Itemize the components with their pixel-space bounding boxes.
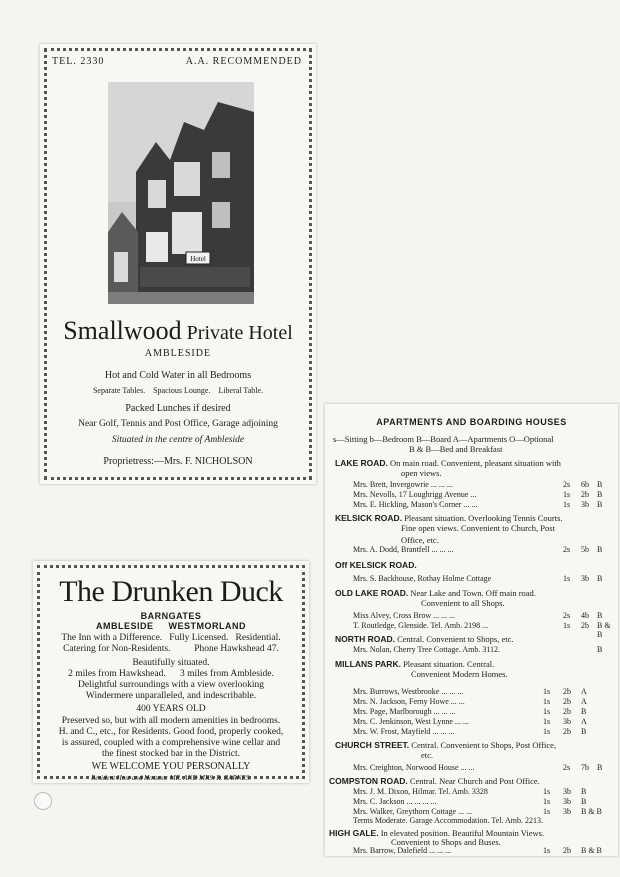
entry-bedrooms: 2b [563, 697, 571, 706]
feature-tables: Separate Tables. [92, 386, 146, 395]
street-desc-cont: etc. [421, 750, 434, 760]
entry-terms: B [581, 797, 587, 806]
entry-sitting: 1s [543, 707, 551, 716]
duck-line-5: Delightful surroundings with a view overlooking [77, 680, 264, 690]
ad-topline [52, 56, 302, 67]
entry-terms: A [581, 717, 587, 726]
list-item [353, 717, 615, 727]
entry-name: Mrs. S. Backhouse, Rothay Holme Cottage [353, 574, 492, 583]
entry-bedrooms: 4b [581, 611, 589, 620]
hotel-water: Hot and Cold Water in all Bedrooms [104, 370, 252, 381]
street-name: NORTH ROAD. [335, 634, 395, 644]
list-item [353, 490, 615, 500]
section-off-kelsick-road [335, 560, 614, 570]
hotel-situated: Situated in the centre of Ambleside [111, 435, 245, 445]
entry-bedrooms: 2b [563, 687, 571, 696]
duck-line-11: the finest stocked bar in the District. [102, 749, 240, 759]
entry-terms: B [581, 787, 587, 796]
hotel-name-main: Smallwood [63, 316, 182, 345]
entry-name: Mrs. Brett, Invergowrie ... ... ... [353, 480, 453, 489]
street-desc: Central. Convenient to Shops, Post Office, [409, 740, 557, 750]
entry-sitting: 1s [543, 846, 551, 855]
entry-bedrooms: 2b [581, 621, 589, 630]
feature-lounge: Spacious Lounge. [153, 386, 211, 395]
entry-sitting: 2s [563, 611, 571, 620]
entry-name: Mrs. J. M. Dixon, Hilmar. Tel. Amb. 3328 [353, 787, 488, 796]
entry-bedrooms: 2b [581, 490, 589, 499]
entry-bedrooms: 7b [581, 763, 589, 772]
entry-sitting: 1s [563, 500, 571, 509]
entry-name: Mrs. Nolan, Cherry Tree Cottage. Amb. 3112. [353, 645, 501, 654]
hotel-building-image [108, 82, 254, 304]
hotel-town: AMBLESIDE [144, 348, 212, 359]
street-name: LAKE ROAD. [335, 458, 388, 468]
list-key-1: s—Sitting b—Bedroom B—Board A—Apartments O—Optional [333, 434, 554, 444]
entry-sitting: 1s [543, 717, 551, 726]
street-desc: Near Lake and Town. Off main road. [408, 588, 536, 598]
list-item [353, 500, 615, 510]
entry-name: Mrs. Creighton, Norwood House ... ... [353, 763, 475, 772]
hotel-lunches: Packed Lunches if desired [125, 403, 231, 414]
entry-name: Mrs. Walker, Greythorn Cottage ... ... [353, 807, 473, 816]
entry-terms: B [597, 490, 603, 499]
list-item [353, 645, 615, 655]
entry-bedrooms: 3b [581, 574, 589, 583]
entry-sitting: 1s [543, 687, 551, 696]
entry-terms: A [581, 687, 587, 696]
entry-sitting: 2s [563, 763, 571, 772]
entry-bedrooms: 5b [581, 545, 589, 554]
street-desc-cont: Office, etc. [401, 535, 439, 545]
section-kelsick-road [335, 513, 614, 523]
duck-line-2: Catering for Non-Residents. Phone Hawkshead 47. [63, 644, 279, 654]
section-church-street [335, 740, 614, 750]
entry-sitting: 2s [563, 545, 571, 554]
duck-line-1: The Inn with a Difference. Fully Licensed. Residential. [61, 633, 281, 643]
duck-line-3: Beautifully situated. [132, 658, 210, 668]
entry-terms: B [597, 611, 603, 620]
entry-bedrooms: 3b [563, 787, 571, 796]
street-desc: Pleasant situation. Central. [400, 659, 495, 669]
entry-bedrooms: 3b [563, 717, 571, 726]
street-name: HIGH GALE. [329, 828, 379, 838]
section-millans-park [335, 659, 614, 669]
street-name: OLD LAKE ROAD. [335, 588, 409, 598]
list-item [353, 611, 615, 621]
duck-place: BARNGATES [140, 611, 202, 621]
entry-name: Mrs. C. Jackson ... ... ... ... [353, 797, 437, 806]
entry-terms: B [597, 645, 603, 654]
drunken-duck-ad [33, 561, 309, 783]
entry-name: Mrs. E. Hickling, Mason's Corner ... ... [353, 500, 478, 509]
aa-recommended: A.A. RECOMMENDED [185, 56, 302, 67]
entry-name: Mrs. Nevolls, 17 Loughrigg Avenue ... [353, 490, 477, 499]
entry-terms: B [597, 763, 603, 772]
entry-name: Mrs. C. Jenkinson, West Lynne ... ... [353, 717, 469, 726]
duck-line-8: Preserved so, but with all modern amenities in bedrooms. [61, 716, 281, 726]
entry-terms: B & B [581, 846, 602, 855]
duck-title: The Drunken Duck [59, 575, 283, 608]
section-old-lake-road [335, 588, 614, 598]
street-desc: Central. Near Church and Post Office. [407, 776, 540, 786]
entry-sitting: 1s [563, 574, 571, 583]
list-key-2: B & B—Bed and Breakfast [409, 444, 503, 454]
entry-sitting: 1s [543, 697, 551, 706]
duck-line-4: 2 miles from Hawkshead. 3 miles from Ambleside. [68, 669, 274, 679]
entry-name: Mrs. Page, Marlborough ... ... ... [353, 707, 456, 716]
entry-terms: B [581, 727, 587, 736]
entry-name: Mrs. A. Dodd, Brantfell ... ... ... [353, 545, 454, 554]
entry-terms: B & B [597, 621, 611, 639]
entry-name: Miss Alvey, Cross Brow ... ... ... [353, 611, 456, 620]
hotel-name [40, 316, 316, 346]
entry-bedrooms: 2b [563, 727, 571, 736]
entry-bedrooms: 2b [563, 846, 571, 855]
section-note [353, 816, 615, 826]
entry-sitting: 1s [543, 787, 551, 796]
entry-terms: A [581, 697, 587, 706]
photo-hotel-sign: Hotel [190, 255, 206, 263]
duck-line-7: 400 YEARS OLD [136, 704, 206, 714]
entry-sitting: 2s [563, 480, 571, 489]
entry-name: Mrs. W. Frost, Mayfield ... ... ... [353, 727, 455, 736]
hotel-near: Near Golf, Tennis and Post Office, Garage adjoining [78, 419, 278, 429]
entry-bedrooms: 3b [563, 797, 571, 806]
duck-hosts: Resident Host and Hostess: MR. AND MRS. R. BARNES. [90, 774, 252, 782]
street-name: COMPSTON ROAD. [329, 776, 408, 786]
duck-line-9: H. and C., etc., for Residents. Good food, properly cooked, [58, 727, 284, 737]
entry-bedrooms: 2b [563, 707, 571, 716]
section-compston-road [329, 776, 614, 786]
street-desc-cont: Fine open views. Convenient to Church, Post [401, 523, 555, 533]
section-lake-road [335, 458, 614, 468]
section-north-road [335, 634, 614, 644]
list-item [353, 707, 615, 717]
street-name: MILLANS PARK. [335, 659, 401, 669]
entry-sitting: 1s [543, 807, 551, 816]
list-item [353, 545, 615, 555]
entry-terms: B [581, 707, 587, 716]
list-item [353, 727, 615, 737]
feature-table: Liberal Table. [218, 386, 264, 395]
entry-terms: B [597, 545, 603, 554]
entry-sitting: 1s [543, 797, 551, 806]
entry-terms: B & B [581, 807, 602, 816]
entry-name: T. Routledge, Glenside. Tel. Amb. 2198 ... [353, 621, 489, 630]
list-item [353, 574, 615, 584]
entry-terms: B [597, 574, 603, 583]
hotel-features [40, 386, 316, 395]
list-heading: APARTMENTS AND BOARDING HOUSES [376, 417, 567, 427]
duck-welcome: WE WELCOME YOU PERSONALLY [91, 761, 251, 772]
list-item [353, 797, 615, 807]
smallwood-hotel-ad [40, 44, 316, 484]
list-item [353, 763, 615, 773]
street-desc: Pleasant situation. Overlooking Tennis Courts. [402, 513, 563, 523]
street-name: CHURCH STREET. [335, 740, 410, 750]
list-item [353, 687, 615, 697]
street-desc-cont: open views. [401, 468, 442, 478]
entry-bedrooms: 3b [563, 807, 571, 816]
duck-towns: AMBLESIDE WESTMORLAND [96, 621, 246, 631]
list-item [353, 787, 615, 797]
entry-terms: B [597, 480, 603, 489]
entry-name: Mrs. N. Jackson, Ferny Howe ... ... [353, 697, 465, 706]
duck-line-6: Windermere unparalleled, and indescribable. [85, 691, 257, 701]
list-item [353, 697, 615, 707]
entry-name: Mrs. Barrow, Dalefield ... ... ... [353, 846, 452, 855]
street-desc-cont: Convenient Modern Homes. [411, 669, 508, 679]
street-desc-cont: Convenient to Shops and Buses. [391, 837, 501, 847]
apartments-list [325, 404, 618, 856]
street-desc: On main road. Convenient, pleasant situation with [387, 458, 561, 468]
street-name: Off KELSICK ROAD. [335, 560, 417, 570]
punch-hole [34, 792, 52, 810]
duck-line-10: is assured, coupled with a comprehensive wine cellar and [61, 738, 281, 748]
compston-note: Terms Moderate. Garage Accommodation. Tel. Amb. 2213. [353, 816, 544, 825]
hotel-name-rest: Private Hotel [181, 322, 293, 344]
street-desc: In elevated position. Beautiful Mountain Views. [378, 828, 545, 838]
street-name: KELSICK ROAD. [335, 513, 403, 523]
entry-bedrooms: 6b [581, 480, 589, 489]
list-item [353, 846, 615, 856]
street-desc: Central. Convenient to Shops, etc. [394, 634, 514, 644]
entry-sitting: 1s [543, 727, 551, 736]
entry-bedrooms: 3b [581, 500, 589, 509]
entry-name: Mrs. Burrows, Westbrooke ... ... ... [353, 687, 464, 696]
hotel-proprietress: Proprietress:—Mrs. F. NICHOLSON [103, 456, 253, 467]
hotel-photo [108, 82, 254, 304]
entry-sitting: 1s [563, 490, 571, 499]
entry-terms: B [597, 500, 603, 509]
street-desc-cont: Convenient to all Shops. [421, 598, 505, 608]
list-item [353, 480, 615, 490]
telephone: TEL. 2330 [52, 56, 105, 67]
entry-sitting: 1s [563, 621, 571, 630]
